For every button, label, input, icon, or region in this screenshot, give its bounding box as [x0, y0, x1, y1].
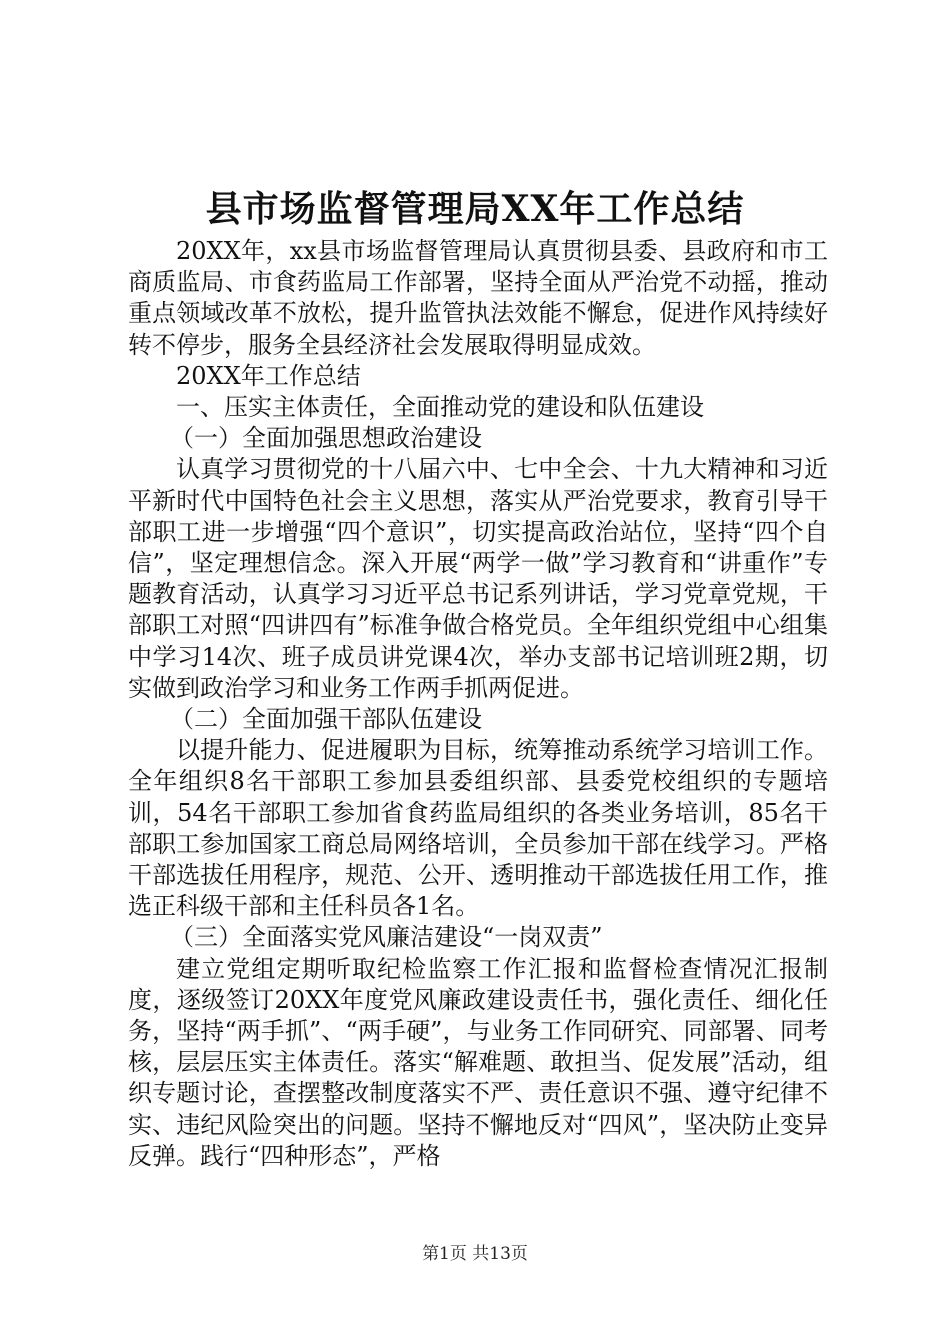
paragraph-political-building: 认真学习贯彻党的十八届六中、七中全会、十九大精神和习近平新时代中国特色社会主义思想，落实从严治党要求，教育引导干部职工进一步增强“四个意识”，切实提高政治站位，坚持“四个自信”，坚定理想信念。深入开展“两学一做”学习教育和“讲重作”专题教育活动，认真学习习近平总书记系列讲话，学习党章党规，干部职工对照“四讲四有”标准争做合格党员。全年组织党组中心组集中学习14次、班子成员讲党课4次，举办支部书记培训班2期，切实做到政治学习和业务工作两手抓两促进。	[128, 455, 828, 702]
subsection-heading-1: （一）全面加强思想政治建设	[170, 424, 482, 453]
subsection-heading-2: （二）全面加强干部队伍建设	[170, 705, 482, 734]
document-title: 县市场监督管理局XX年工作总结	[205, 188, 745, 230]
paragraph-cadre-building: 以提升能力、促进履职为目标，统筹推动系统学习培训工作。全年组织8名干部职工参加县委组织部、县委党校组织的专题培训，54名干部职工参加省食药监局组织的各类业务培训，85名干部职工参加国家工商总局网络培训，全员参加干部在线学习。严格干部选拔任用程序，规范、公开、透明推动干部选拔任用工作，推选正科级干部和主任科员各1名。	[128, 736, 828, 921]
subsection-heading-3: （三）全面落实党风廉洁建设“一岗双责”	[170, 923, 603, 952]
section-heading-1: 一、压实主体责任，全面推动党的建设和队伍建设	[176, 393, 704, 422]
paragraph-integrity-building: 建立党组定期听取纪检监察工作汇报和监督检查情况汇报制度，逐级签订20XX年度党风廉政建设责任书，强化责任、细化任务，坚持“两手抓”、“两手硬”，与业务工作同研究、同部署、同考核，层层压实主体责任。落实“解难题、敢担当、促发展”活动，组织专题讨论，查摆整改制度落实不严、责任意识不强、遵守纪律不实、违纪风险突出的问题。坚持不懈地反对“四风”，坚决防止变异反弹。践行“四种形态”，严格	[128, 954, 828, 1170]
section-heading-summary: 20XX年工作总结	[176, 361, 361, 390]
paragraph-intro: 20XX年，xx县市场监督管理局认真贯彻县委、县政府和市工商质监局、市食药监局工作部署，坚持全面从严治党不动摇，推动重点领域改革不放松，提升监管执法效能不懈怠，促进作风持续好转不停步，服务全县经济社会发展取得明显成效。	[128, 237, 828, 359]
document-body	[128, 236, 828, 1172]
page-footer: 第1页 共13页	[422, 1244, 528, 1264]
